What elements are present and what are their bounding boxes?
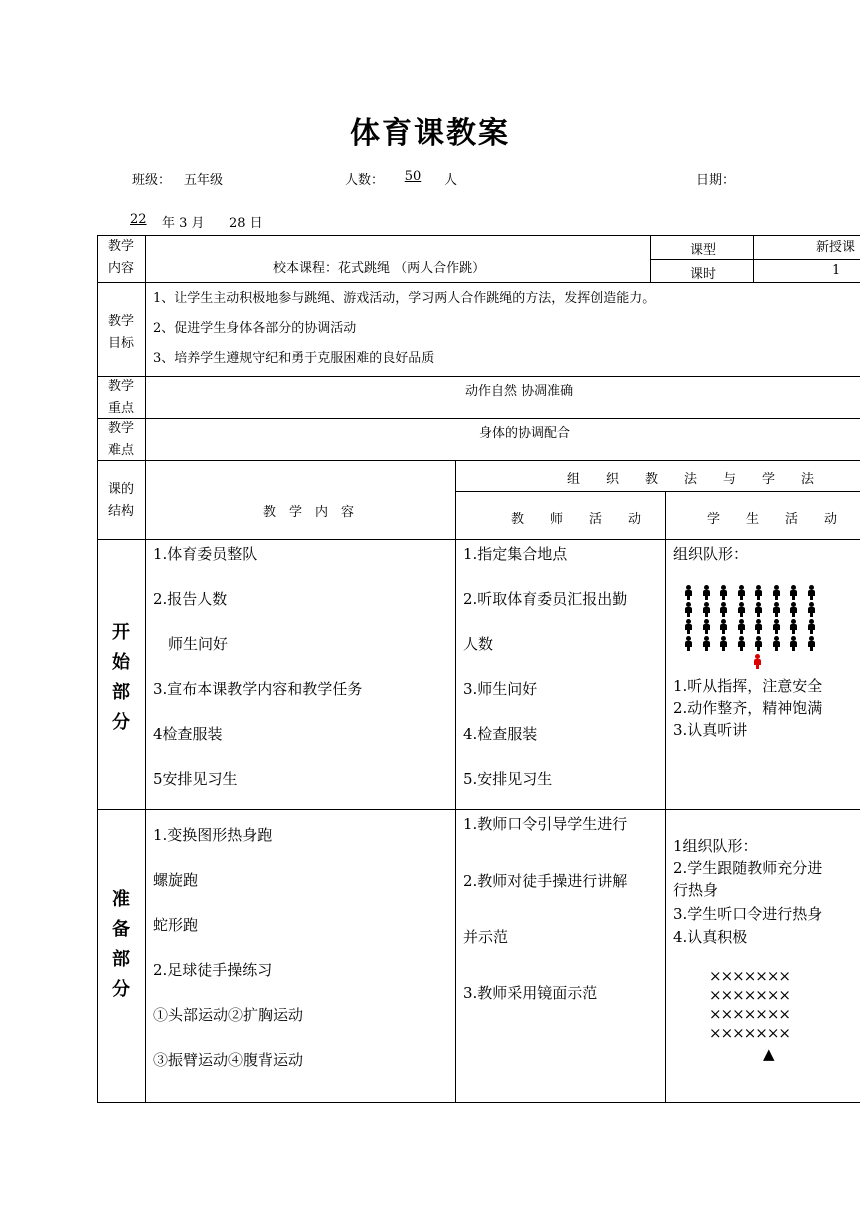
student-figure-icon (703, 619, 709, 634)
count-value: 50 (404, 169, 422, 184)
prep-student-item: 2.学生跟随教师充分进 (673, 859, 823, 877)
content-value: 校本课程：花式跳绳 （两人合作跳） (273, 261, 486, 276)
prep-student-item: 4.认真积极 (673, 928, 748, 946)
student-figure-icon (685, 619, 691, 634)
student-figure-icon (720, 619, 726, 634)
goal-item: 2、促进学生身体各部分的协调活动 (153, 321, 357, 336)
student-figure-icon (685, 602, 691, 617)
student-figure-icon (773, 585, 779, 600)
class-label: 班级： (132, 173, 172, 188)
start-content-item: 师生问好 (153, 635, 229, 653)
start-content-item: 1.体育委员整队 (153, 545, 258, 563)
start-teacher-item: 3.师生问好 (463, 680, 538, 698)
start-teacher-item: 4.检查服装 (463, 725, 538, 743)
student-figure-icon (808, 636, 814, 651)
prep-student-item: 1组织队形： (673, 837, 758, 855)
student-figure-icon (773, 619, 779, 634)
key-label: 教学 重点 (107, 379, 134, 416)
student-figure-icon (773, 602, 779, 617)
goal-item: 1、让学生主动积极地参与跳绳、游戏活动，学习两人合作跳绳的方法，发挥创造能力。 (153, 291, 656, 306)
student-figure-icon (755, 636, 761, 651)
student-figure-icon (790, 636, 796, 651)
start-teacher-item: 5.安排见习生 (463, 770, 553, 788)
date-label: 日期： (696, 173, 736, 188)
class-value: 五年级 (184, 173, 224, 188)
student-figure-icon (755, 585, 761, 600)
student-figure-icon (738, 602, 744, 617)
diff-value: 身体的协调配合 (479, 426, 571, 441)
student-figure-icon (808, 602, 814, 617)
teacher-header: 教 师 活 动 (511, 512, 642, 527)
prep-content-item: ③振臂运动④腹背运动 (153, 1051, 304, 1069)
prep-content-item: 螺旋跑 (153, 871, 199, 889)
student-figure-icon (703, 585, 709, 600)
section-prep: 准 备 部 分 (112, 889, 130, 1000)
formation-row: ××××××× (709, 1005, 790, 1023)
prep-content-item: 2.足球徒手操练习 (153, 961, 273, 979)
date-day: 28 日 (229, 216, 263, 231)
prep-teacher-item: 3.教师采用镜面示范 (463, 984, 598, 1002)
student-figure-icon (755, 619, 761, 634)
start-student-title: 组织队形： (673, 545, 749, 563)
prep-teacher-item: 1.教师口令引导学生进行 (463, 815, 628, 833)
prep-student-item: 3.学生听口令进行热身 (673, 905, 823, 923)
count-label: 人数： (345, 173, 385, 188)
student-figure-icon (720, 636, 726, 651)
hours-label: 课时 (690, 267, 717, 282)
key-value: 动作自然 协凋准确 (465, 384, 574, 399)
student-figure-icon (720, 585, 726, 600)
diff-label: 教学 难点 (107, 421, 134, 458)
page-title: 体育课教案 (350, 116, 510, 151)
prep-teacher-item: 并示范 (463, 928, 509, 946)
start-teacher-item: 1.指定集合地点 (463, 545, 568, 563)
student-figure-icon (790, 585, 796, 600)
student-figure-icon (738, 619, 744, 634)
student-figure-icon (738, 636, 744, 651)
org-header: 组 织 教 法 与 学 法 (567, 472, 815, 487)
start-teacher-item: 2.听取体育委员汇报出勤 (463, 590, 628, 608)
hours-value: 1 (832, 263, 841, 278)
student-figure-icon (808, 619, 814, 634)
student-figure-icon (685, 585, 691, 600)
student-figure-icon (790, 619, 796, 634)
prep-content-item: 蛇形跑 (153, 916, 199, 934)
struct-label: 课的 结构 (107, 482, 134, 519)
student-figure-icon (703, 602, 709, 617)
start-student-item: 3.认真听讲 (673, 721, 748, 739)
prep-content-item: ①头部运动②扩胸运动 (153, 1006, 304, 1024)
student-figure-icon (703, 636, 709, 651)
student-figure-icon (808, 585, 814, 600)
prep-student-item: 行热身 (673, 881, 719, 899)
start-content-item: 2.报告人数 (153, 590, 228, 608)
student-figure-icon (738, 585, 744, 600)
start-student-item: 2.动作整齐，精神饱满 (673, 699, 823, 717)
date-month: 年 3 月 (162, 216, 205, 231)
start-student-item: 1.听从指挥，注意安全 (673, 677, 823, 695)
teacher-figure-icon (754, 654, 760, 669)
student-header: 学 生 活 动 (707, 512, 838, 527)
formation-row: ××××××× (709, 986, 790, 1004)
lesson-plan-table (97, 235, 860, 1103)
goals-label: 教学 目标 (107, 314, 134, 351)
start-teacher-item: 人数 (463, 635, 494, 653)
content-label: 教学 内容 (107, 239, 134, 276)
goal-item: 3、培养学生遵规守纪和勇于克服困难的良好品质 (153, 351, 435, 366)
start-content-item: 4检查服装 (153, 725, 223, 743)
student-figure-icon (755, 602, 761, 617)
student-figure-icon (790, 602, 796, 617)
student-formation-diagram (685, 585, 835, 670)
student-figure-icon (773, 636, 779, 651)
formation-row: ××××××× (709, 1024, 790, 1042)
type-value: 新授课 (816, 240, 856, 255)
student-figure-icon (685, 636, 691, 651)
prep-content-item: 1.变换图形热身跑 (153, 826, 273, 844)
prep-teacher-item: 2.教师对徒手操进行讲解 (463, 872, 628, 890)
type-label: 课型 (690, 243, 717, 258)
formation-row: ××××××× (709, 967, 790, 985)
section-start: 开 始 部 分 (112, 622, 130, 733)
start-content-item: 5安排见习生 (153, 770, 238, 788)
start-content-item: 3.宣布本课教学内容和教学任务 (153, 680, 363, 698)
student-figure-icon (720, 602, 726, 617)
count-unit: 人 (444, 173, 458, 188)
date-year: 22 (130, 212, 147, 227)
content-header: 教 学 内 容 (263, 505, 355, 520)
teacher-mark-icon: ▲ (763, 1045, 775, 1063)
